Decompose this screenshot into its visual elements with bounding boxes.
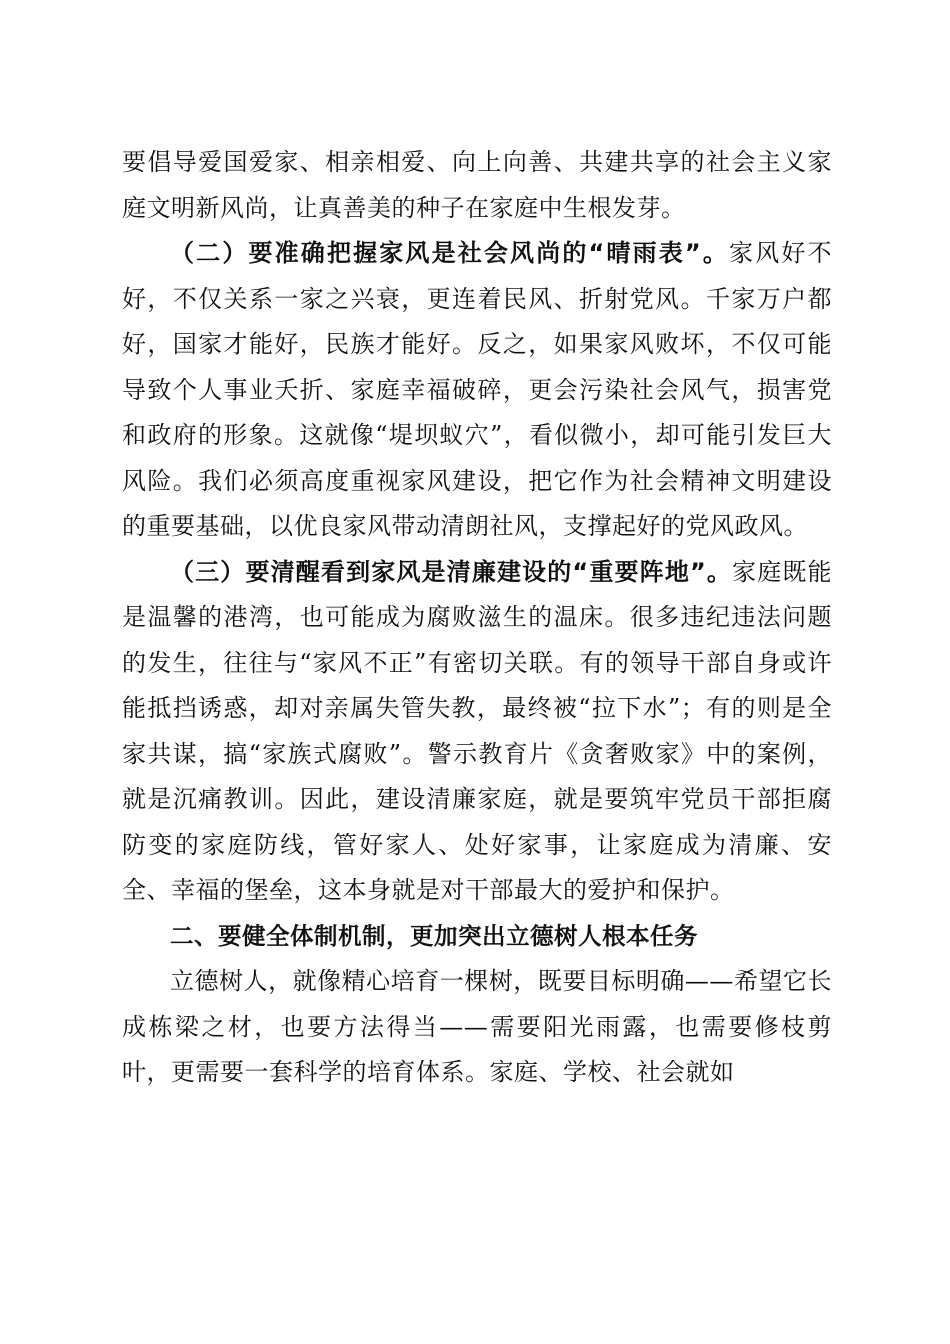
paragraph-continuation: 要倡导爱国爱家、相亲相爱、向上向善、共建共享的社会主义家庭文明新风尚，让真善美的种子在家庭中生根发芽。 [122,148,832,222]
paragraph-body-section-3: 家庭既能是温馨的港湾，也可能成为腐败滋生的温床。很多违纪违法问题的发生，往往与“家风不正”有密切关联。有的领导干部自身或许能抵挡诱惑，却对亲属失管失教，最终被“拉下水”；有的则是全家共谋，搞“家族式腐败”。警示教育片《贪奢败家》中的案例，就是沉痛教训。因此，建设清廉家庭，就是要筑牢党员干部拒腐防变的家庭防线，管好家人、处好家事，让家庭成为清廉、安全、幸福的堡垒，这本身就是对干部最大的爱护和保护。 [122,557,833,904]
paragraph-body-section-2: 家风好不好，不仅关系一家之兴衰，更连着民风、折射党风。千家万户都好，国家才能好，民族才能好。反之，如果家风败坏，不仅可能导致个人事业夭折、家庭幸福破碎，更会污染社会风气，损害党和政府的形象。这就像“堤坝蚁穴”，看似微小，却可能引发巨大风险。我们必须高度重视家风建设，把它作为社会精神文明建设的重要基础，以优良家风带动清朗社风，支撑起好的党风政风。 [122,239,833,540]
document-body [122,140,832,1096]
paragraph-lead-section-2: （二）要准确把握家风是社会风尚的“晴雨表”。 [170,239,730,267]
section-heading-2: 二、要健全体制机制，更加突出立德树人根本任务 [170,921,698,950]
paragraph-section-3 [122,550,832,914]
paragraph-lead-section-3: （三）要清醒看到家风是清廉建设的“重要阵地”。 [170,557,733,586]
paragraph-section-2-intro: 立德树人，就像精心培育一棵树，既要目标明确——希望它长成栋梁之材，也要方法得当——需要阳光雨露，也需要修枝剪叶，更需要一套科学的培育体系。家庭、学校、社会就如 [122,967,832,1086]
paragraph-section-2 [122,231,832,550]
